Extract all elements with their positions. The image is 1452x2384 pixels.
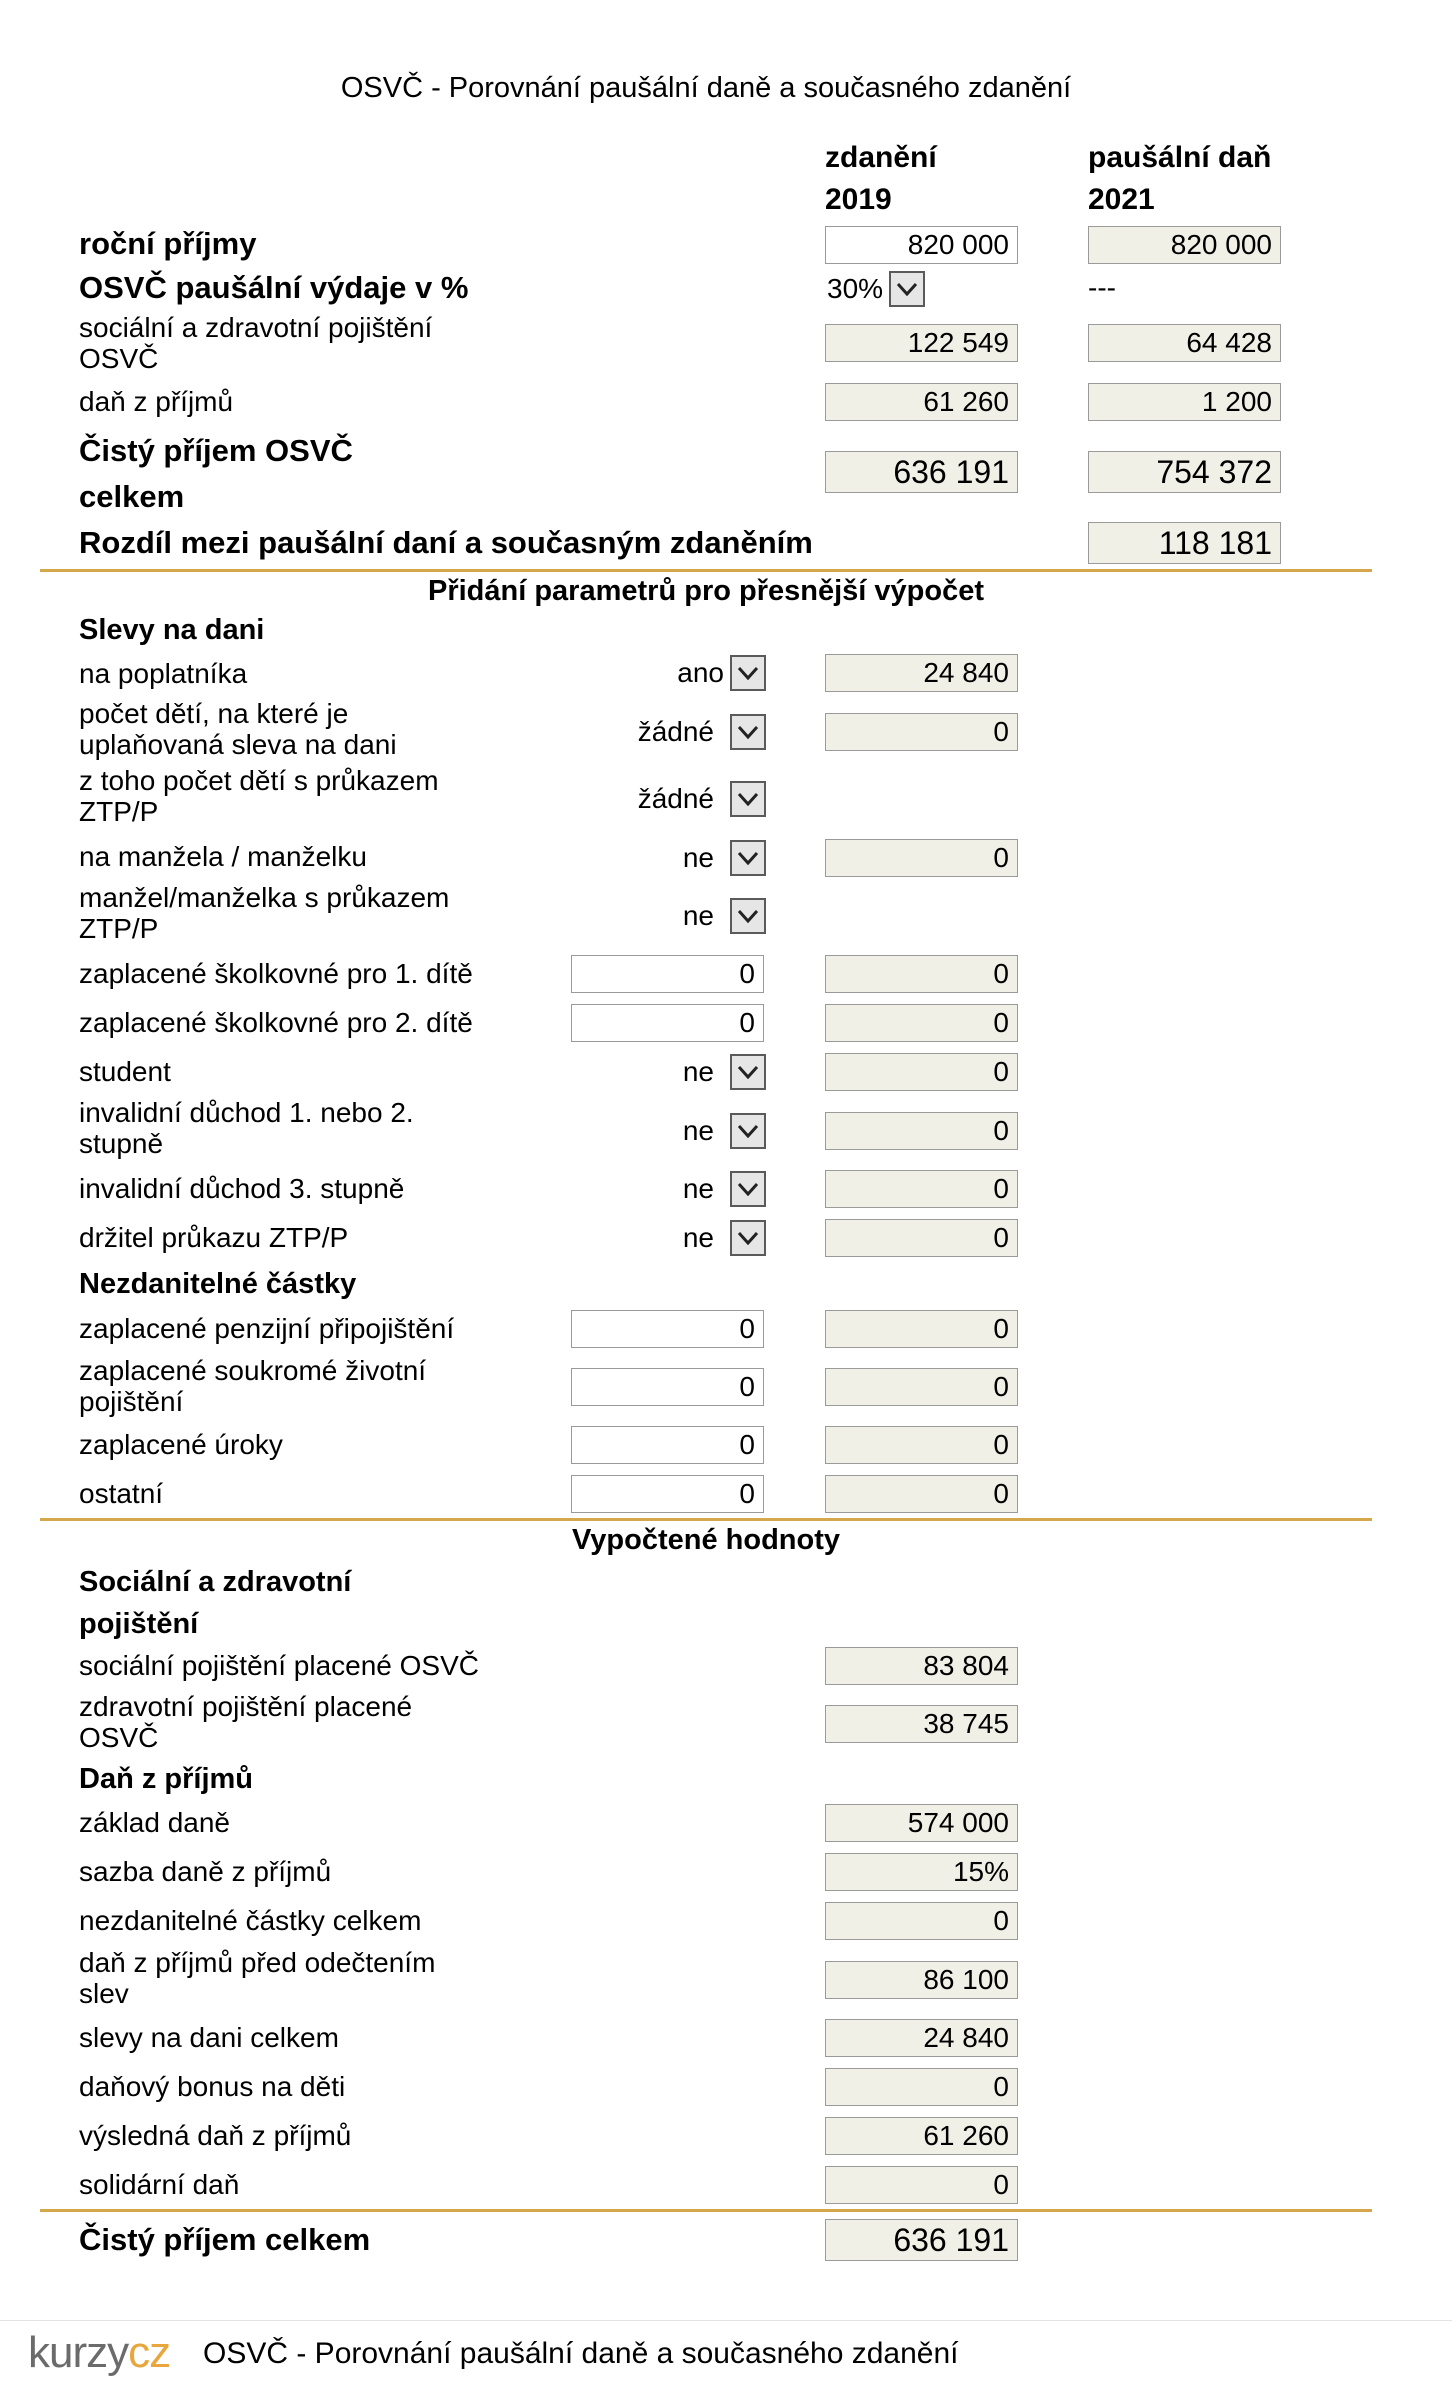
ostatni-label: ostatní (79, 1478, 164, 1509)
rocni-prijmy-pausal: 820 000 (1088, 226, 1281, 264)
skolne1-label: zaplacené školkovné pro 1. dítě (79, 958, 473, 989)
cisty-prijem-2021: 754 372 (1088, 451, 1281, 493)
penzijni-value: 0 (825, 1310, 1018, 1348)
invalid3-value: 0 (825, 1170, 1018, 1208)
chevron-down-icon[interactable] (889, 271, 925, 307)
dan-label: daň z příjmů (79, 386, 234, 417)
chevron-down-icon[interactable] (730, 1054, 766, 1090)
poplatnik-label: na poplatníka (79, 658, 248, 689)
pred-slev-label: daň z příjmů před odečtením slev (79, 1947, 436, 2009)
ostatni-value: 0 (825, 1475, 1018, 1513)
poplatnik-select[interactable]: ano (600, 654, 766, 692)
pausalni-vydaje-none: --- (1088, 272, 1116, 303)
ztpp-value: 0 (825, 1219, 1018, 1257)
dan-heading: Daň z příjmů (79, 1763, 254, 1795)
rozdil-label: Rozdíl mezi paušální daní a současným zdaněním (79, 525, 813, 560)
invalid12-value: 0 (825, 1112, 1018, 1150)
manzel-ztp-label: manžel/manželka s průkazem ZTP/P (79, 882, 450, 944)
ztpp-label: držitel průkazu ZTP/P (79, 1222, 349, 1253)
section-params-heading: Přidání parametrů pro přesnější výpočet (427, 575, 984, 607)
deti-ztp-label: z toho počet dětí s průkazem ZTP/P (79, 765, 439, 827)
cisty-prijem-label: Čistý příjem OSVČ celkem (79, 433, 353, 514)
deti-ztp-select[interactable]: žádné (600, 780, 766, 818)
zaklad-value: 574 000 (825, 1804, 1018, 1842)
nezd-celkem-value: 0 (825, 1902, 1018, 1940)
manzel-ztp-select[interactable]: ne (600, 897, 766, 935)
skolne1-value: 0 (825, 955, 1018, 993)
poplatnik-value: 24 840 (825, 654, 1018, 692)
deti-select[interactable]: žádné (600, 713, 766, 751)
chevron-down-icon[interactable] (730, 1220, 766, 1256)
sazba-label: sazba daně z příjmů (79, 1856, 332, 1887)
column-header-2019: zdanění 2019 (825, 141, 937, 216)
deti-value: 0 (825, 713, 1018, 751)
page-title: OSVČ - Porovnání paušální daně a současného zdanění (340, 72, 1072, 104)
divider (40, 1518, 1372, 1521)
chevron-down-icon[interactable] (730, 714, 766, 750)
student-value: 0 (825, 1053, 1018, 1091)
vysledna-label: výsledná daň z příjmů (79, 2120, 352, 2151)
bonus-label: daňový bonus na děti (79, 2071, 346, 2102)
student-label: student (79, 1056, 171, 1087)
pausalni-vydaje-label: OSVČ paušální výdaje v % (79, 270, 469, 305)
zdravotni-label: zdravotní pojištění placené OSVČ (79, 1691, 413, 1753)
chevron-down-icon[interactable] (730, 840, 766, 876)
vysledna-value: 61 260 (825, 2117, 1018, 2155)
solidarni-label: solidární daň (79, 2169, 240, 2200)
uroky-input[interactable]: 0 (571, 1426, 764, 1464)
cisty-celkem-value: 636 191 (825, 2219, 1018, 2261)
chevron-down-icon[interactable] (730, 1171, 766, 1207)
cisty-celkem-label: Čistý příjem celkem (79, 2222, 371, 2257)
divider (40, 569, 1372, 572)
zivotni-input[interactable]: 0 (571, 1368, 764, 1406)
pojisteni-2019: 122 549 (825, 324, 1018, 362)
deti-label: počet dětí, na které je uplaňovaná sleva na dani (79, 698, 397, 760)
solidarni-value: 0 (825, 2166, 1018, 2204)
uroky-label: zaplacené úroky (79, 1429, 283, 1460)
pojisteni-label: sociální a zdravotní pojištění OSVČ (79, 312, 433, 374)
zaklad-label: základ daně (79, 1807, 231, 1838)
rocni-prijmy-input[interactable]: 820 000 (825, 226, 1018, 264)
slevy-celkem-label: slevy na dani celkem (79, 2022, 339, 2053)
invalid12-label: invalidní důchod 1. nebo 2. stupně (79, 1097, 414, 1159)
socialni-value: 83 804 (825, 1647, 1018, 1685)
zdravotni-value: 38 745 (825, 1705, 1018, 1743)
slevy-celkem-value: 24 840 (825, 2019, 1018, 2057)
skolne2-label: zaplacené školkovné pro 2. dítě (79, 1007, 473, 1038)
manzel-select[interactable]: ne (600, 839, 766, 877)
pausalni-vydaje-select[interactable] (827, 270, 927, 308)
chevron-down-icon[interactable] (730, 781, 766, 817)
zivotni-label: zaplacené soukromé životní pojištění (79, 1355, 427, 1417)
cisty-prijem-2019: 636 191 (825, 451, 1018, 493)
divider (40, 2209, 1372, 2212)
rocni-prijmy-label: roční příjmy (79, 226, 257, 261)
chevron-down-icon[interactable] (730, 1113, 766, 1149)
dan-2019: 61 260 (825, 383, 1018, 421)
penzijni-input[interactable]: 0 (571, 1310, 764, 1348)
skolne2-value: 0 (825, 1004, 1018, 1042)
pojisteni-2021: 64 428 (1088, 324, 1281, 362)
nezd-celkem-label: nezdanitelné částky celkem (79, 1905, 422, 1936)
szp-heading: Sociální a zdravotní pojištění (79, 1566, 352, 1640)
chevron-down-icon[interactable] (730, 655, 766, 691)
nezd-heading: Nezdanitelné částky (79, 1268, 357, 1300)
slevy-heading: Slevy na dani (79, 614, 265, 646)
sazba-value: 15% (825, 1853, 1018, 1891)
manzel-label: na manžela / manželku (79, 841, 367, 872)
socialni-label: sociální pojištění placené OSVČ (79, 1650, 479, 1681)
column-header-2021: paušální daň 2021 (1088, 141, 1272, 216)
footer-divider (0, 2320, 1452, 2321)
manzel-value: 0 (825, 839, 1018, 877)
chevron-down-icon[interactable] (730, 898, 766, 934)
invalid3-select[interactable]: ne (600, 1170, 766, 1208)
ztpp-select[interactable]: ne (600, 1219, 766, 1257)
invalid3-label: invalidní důchod 3. stupně (79, 1173, 405, 1204)
student-select[interactable]: ne (600, 1053, 766, 1091)
bonus-value: 0 (825, 2068, 1018, 2106)
penzijni-label: zaplacené penzijní připojištění (79, 1313, 455, 1344)
invalid12-select[interactable]: ne (600, 1112, 766, 1150)
ostatni-input[interactable]: 0 (571, 1475, 764, 1513)
zivotni-value: 0 (825, 1368, 1018, 1406)
skolne1-input[interactable]: 0 (571, 955, 764, 993)
section-vypoctene-heading: Vypočtené hodnoty (572, 1524, 840, 1556)
skolne2-input[interactable]: 0 (571, 1004, 764, 1042)
rozdil-value: 118 181 (1088, 522, 1281, 564)
kurzy-logo[interactable]: kurzycz (28, 2328, 171, 2377)
dan-2021: 1 200 (1088, 383, 1281, 421)
pausalni-vydaje-value: 30% (827, 273, 884, 304)
footer-title: OSVČ - Porovnání paušální daně a současného zdanění (203, 2337, 959, 2370)
pred-slev-value: 86 100 (825, 1961, 1018, 1999)
uroky-value: 0 (825, 1426, 1018, 1464)
